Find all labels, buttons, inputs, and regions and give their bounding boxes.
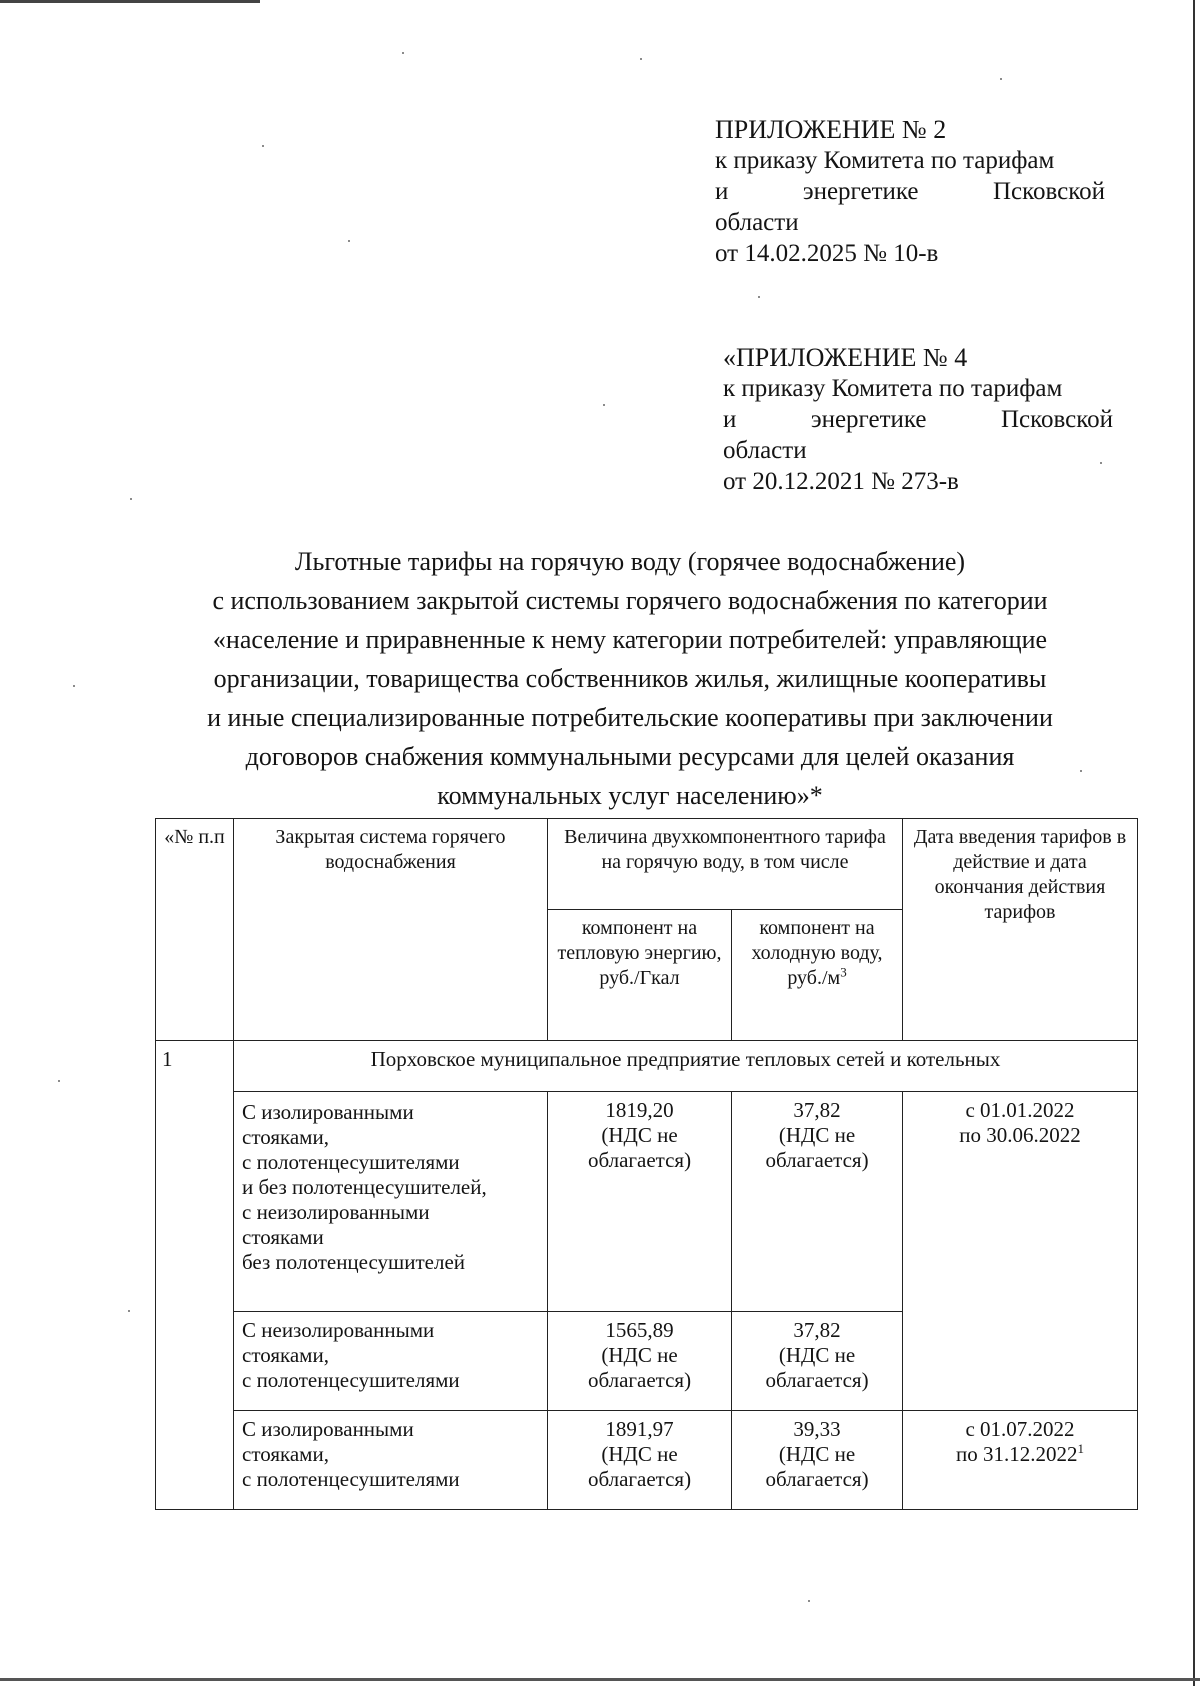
vat-note: облагается) bbox=[765, 1467, 869, 1491]
water-value: 39,33 bbox=[793, 1417, 841, 1441]
title-line: и иные специализированные потребительские кооперативы при заключении bbox=[207, 703, 1053, 732]
footnote-mark: 1 bbox=[1077, 1441, 1084, 1456]
title-line: с использованием закрытой системы горячего водоснабжения по категории bbox=[212, 586, 1048, 615]
water-component-value bbox=[732, 1411, 903, 1510]
title-line: организации, товарищества собственников жилья, жилищные кооперативы bbox=[213, 664, 1047, 693]
system-line: с полотенцесушителями bbox=[242, 1467, 460, 1491]
system-line: с неизолированными bbox=[242, 1200, 430, 1224]
system-line: С неизолированными bbox=[242, 1318, 435, 1342]
system-line: стояками, bbox=[242, 1442, 329, 1466]
scan-speck bbox=[130, 498, 132, 500]
vat-note: (НДС не bbox=[778, 1442, 856, 1466]
scan-speck bbox=[758, 296, 760, 298]
appendix-order-date: от 20.12.2021 № 273-в bbox=[723, 468, 959, 495]
heat-value: 1891,97 bbox=[605, 1417, 674, 1441]
title-line: «население и приравненные к нему категории потребителей: управляющие bbox=[212, 625, 1048, 654]
scan-speck bbox=[640, 58, 642, 60]
vat-note: (НДС не bbox=[601, 1123, 678, 1147]
header-dates: Дата введения тарифов в действие и дата окончания действия тарифов bbox=[903, 819, 1138, 1041]
header-water-component-sup: 3 bbox=[840, 964, 847, 980]
appendix-region: области bbox=[723, 437, 807, 464]
title-line: договоров снабжения коммунальными ресурсами для целей оказания bbox=[245, 742, 1015, 771]
heat-value: 1819,20 bbox=[605, 1098, 674, 1122]
system-line: стояками, bbox=[242, 1343, 329, 1367]
vat-note: облагается) bbox=[587, 1467, 692, 1491]
vat-note: облагается) bbox=[587, 1148, 692, 1172]
header-water-component bbox=[732, 910, 903, 1041]
appendix-committee-line bbox=[715, 176, 1105, 207]
appendix-word: и bbox=[723, 406, 737, 433]
water-component-value bbox=[732, 1092, 903, 1312]
appendix-committee-line bbox=[723, 404, 1113, 435]
appendix-number: «ПРИЛОЖЕНИЕ № 4 bbox=[723, 343, 968, 372]
period-from: с 01.01.2022 bbox=[965, 1098, 1075, 1122]
appendix-region: области bbox=[715, 209, 799, 236]
tariff-table bbox=[155, 818, 1138, 1510]
appendix-word: и bbox=[715, 178, 729, 205]
header-water-component-text: компонент на холодную воду, руб./м bbox=[751, 917, 883, 989]
appendix-order-ref: к приказу Комитета по тарифам bbox=[715, 147, 1055, 174]
scan-speck bbox=[1000, 78, 1002, 80]
scan-edge-top bbox=[0, 0, 260, 3]
vat-note: (НДС не bbox=[778, 1123, 856, 1147]
header-number: «№ п.п bbox=[156, 819, 234, 1041]
water-value: 37,82 bbox=[793, 1098, 841, 1122]
heat-value: 1565,89 bbox=[605, 1318, 674, 1342]
row-number: 1 bbox=[156, 1041, 234, 1510]
scan-edge-right bbox=[1193, 0, 1195, 1686]
vat-note: облагается) bbox=[765, 1368, 869, 1392]
period-to-text: по 31.12.2022 bbox=[956, 1442, 1078, 1466]
scan-speck bbox=[348, 240, 350, 242]
header-tariff: Величина двухкомпонентного тарифа на горячую воду, в том числе bbox=[548, 819, 903, 910]
period-to bbox=[909, 1442, 1131, 1467]
vat-note: (НДС не bbox=[601, 1343, 678, 1367]
appendix-order-date: от 14.02.2025 № 10-в bbox=[715, 240, 939, 267]
tariff-period bbox=[903, 1411, 1138, 1510]
organization-name: Порховское муниципальное предприятие тепловых сетей и котельных bbox=[234, 1041, 1138, 1092]
appendix-order-ref: к приказу Комитета по тарифам bbox=[723, 375, 1063, 402]
vat-note: облагается) bbox=[587, 1368, 692, 1392]
table-header-row bbox=[156, 819, 1138, 910]
period-to: по 30.06.2022 bbox=[959, 1123, 1081, 1147]
scan-speck bbox=[603, 404, 605, 406]
water-value: 37,82 bbox=[793, 1318, 841, 1342]
system-line: с полотенцесушителями bbox=[242, 1368, 460, 1392]
header-heat-component: компонент на тепловую энергию, руб./Гкал bbox=[548, 910, 732, 1041]
system-description bbox=[234, 1092, 548, 1312]
title-line: коммунальных услуг населению»* bbox=[437, 781, 823, 810]
document-title bbox=[150, 542, 1110, 815]
scan-speck bbox=[58, 1080, 60, 1082]
heat-component-value bbox=[548, 1411, 732, 1510]
system-line: С изолированными bbox=[242, 1417, 414, 1441]
scan-speck bbox=[73, 685, 75, 687]
scan-speck bbox=[128, 1310, 130, 1312]
system-line: стояками, bbox=[242, 1125, 329, 1149]
table-row bbox=[156, 1092, 1138, 1312]
period-from: с 01.07.2022 bbox=[965, 1417, 1075, 1441]
system-description bbox=[234, 1312, 548, 1411]
system-line: и без полотенцесушителей, bbox=[242, 1175, 487, 1199]
appendix-word: энергетике bbox=[802, 178, 919, 205]
system-line: с полотенцесушителями bbox=[242, 1150, 460, 1174]
scan-speck bbox=[808, 1600, 810, 1602]
appendix-word: Псковской bbox=[1000, 406, 1113, 433]
appendix-header-current bbox=[715, 114, 1105, 269]
system-description bbox=[234, 1411, 548, 1510]
heat-component-value bbox=[548, 1092, 732, 1312]
vat-note: (НДС не bbox=[778, 1343, 856, 1367]
table-row-organization bbox=[156, 1041, 1138, 1092]
scan-speck bbox=[262, 145, 264, 147]
vat-note: (НДС не bbox=[601, 1442, 678, 1466]
system-line: С изолированными bbox=[242, 1100, 414, 1124]
appendix-number: ПРИЛОЖЕНИЕ № 2 bbox=[715, 115, 947, 144]
system-line: стояками bbox=[242, 1225, 324, 1249]
scan-edge-bottom bbox=[0, 1678, 1200, 1681]
water-component-value bbox=[732, 1312, 903, 1411]
tariff-period bbox=[903, 1092, 1138, 1411]
appendix-word: энергетике bbox=[810, 406, 927, 433]
scan-speck bbox=[402, 52, 404, 54]
header-system: Закрытая система горячего водоснабжения bbox=[234, 819, 548, 1041]
appendix-header-original bbox=[723, 342, 1113, 497]
heat-component-value bbox=[548, 1312, 732, 1411]
title-line: Льготные тарифы на горячую воду (горячее водоснабжение) bbox=[294, 547, 966, 576]
system-line: без полотенцесушителей bbox=[242, 1250, 466, 1274]
appendix-word: Псковской bbox=[992, 178, 1105, 205]
vat-note: облагается) bbox=[765, 1148, 869, 1172]
table-row bbox=[156, 1411, 1138, 1510]
